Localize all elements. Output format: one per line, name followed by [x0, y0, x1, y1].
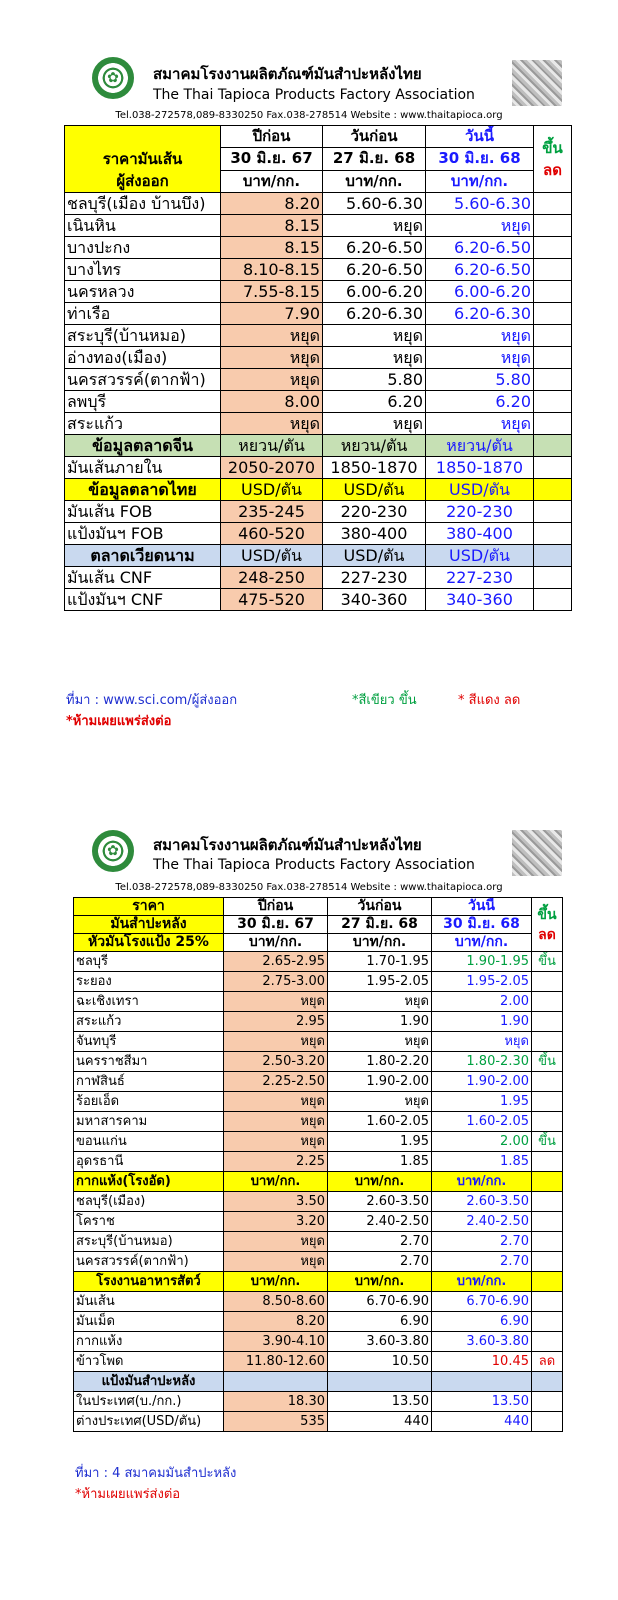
table-row: นครสวรรค์(ตากฟ้า) หยุด 5.80 5.80 — [65, 369, 572, 391]
header-unit: บาท/กก. — [221, 170, 323, 192]
org-name-en: The Thai Tapioca Products Factory Association — [153, 87, 475, 103]
header-change: ขึ้น ลด — [532, 898, 563, 952]
no-share-warning: *ห้ามเผยแพร่ส่งต่อ — [66, 714, 172, 729]
table-row: มันเม็ด 8.20 6.90 6.90 — [74, 1312, 563, 1332]
table-row: กากแห้ง 3.90-4.10 3.60-3.80 3.60-3.80 — [74, 1332, 563, 1352]
header-prev-day: วันก่อน — [323, 126, 426, 148]
table-row: สระแก้ว หยุด หยุด หยุด — [65, 413, 572, 435]
header-prev-year: ปีก่อน — [224, 898, 328, 916]
header-change: ขึ้น ลด — [534, 126, 572, 193]
table-row: จันทบุรี หยุด หยุด หยุด — [74, 1032, 563, 1052]
table-row: นครสวรรค์(ตากฟ้า) หยุด 2.70 2.70 — [74, 1252, 563, 1272]
fresh-root-price-table: ราคา ปีก่อน วันก่อน วันนี้ ขึ้น ลด มันสำปะหลัง 30 มิ.ย. 67 27 มิ.ย. 68 30 มิ.ย. 68 หัวมันโรงแป้ง 25% บาท/กก. บาท/กก. บาท/กก. ชลบุรี 2.65-2.95 1.70-1.95 1.90-1.95 ขึ้น ระยอง 2.75-3.00 1.95-2.05 1.95-2.05 ฉะเชิงเทรา หยุด หยุด 2.00 สระแก้ว 2.95 1.90 1.90 จันทบุรี หยุด หยุด หยุด นครราชสีมา 2.50-3.20 1.80-2.20 1.80-2.30 ขึ้น กาฬสินธ์ 2.25-2.50 1.90-2.00 1.90-2.00 ร้อยเอ็ด หยุด หยุด 1.95 มหาสารคาม หยุด 1.60-2.05 1.60-2.05 ขอนแก่น หยุด 1.95 2.00 ขึ้น อุดรธานี 2.25 1.85 1.85 กากแห้ง(โรงอัด) บาท/กก. บาท/กก. บาท/กก. ชลบุรี(เมือง) 3.50 2.60-3.50 2.60-3.50 โคราช 3.20 2.40-2.50 2.40-2.50 สระบุรี(บ้านหมอ) หยุด 2.70 2.70 นครสวรรค์(ตากฟ้า) หยุด 2.70 2.70 โรงงานอาหารสัตว์ บาท/กก. บาท/กก. บาท/กก. มันเส้น 8.50-8.60 6.70-6.90 6.70-6.90 มันเม็ด 8.20 6.90 6.90 กากแห้ง 3.90-4.10 3.60-3.80 3.60-3.80 ข้าวโพด 11.80-12.60 10.50 10.45 ลด แป้งมันสำปะหลัง ในประเทศ(บ./กก.) 18.30 13.50 13.50 ต่างประเทศ(USD/ตัน) 535 440 440 — [73, 897, 563, 1432]
table-row: ในประเทศ(บ./กก.) 18.30 13.50 13.50 — [74, 1392, 563, 1412]
section-vietnam: ตลาดเวียดนาม — [65, 545, 221, 567]
tapioca-chips-photo — [512, 60, 562, 106]
table-row: อ่างทอง(เมือง) หยุด หยุด หยุด — [65, 347, 572, 369]
table-row: ลพบุรี 8.00 6.20 6.20 — [65, 391, 572, 413]
section-feed: โรงงานอาหารสัตว์ — [74, 1272, 224, 1292]
table-row: นครหลวง 7.55-8.15 6.00-6.20 6.00-6.20 — [65, 281, 572, 303]
header-today: วันนี้ — [426, 126, 534, 148]
section-chip: กากแห้ง(โรงอัด) — [74, 1172, 224, 1192]
header-label: ราคามันเส้น ผู้ส่งออก — [65, 126, 221, 193]
org-name-th: สมาคมโรงงานผลิตภัณฑ์มันสำปะหลังไทย — [153, 65, 422, 83]
table-row: ข้าวโพด 11.80-12.60 10.50 10.45 ลด — [74, 1352, 563, 1372]
section-starch: แป้งมันสำปะหลัง — [74, 1372, 224, 1392]
source-note: ที่มา : 4 สมาคมมันสำปะหลัง — [75, 1466, 237, 1481]
table-row: มันเส้น 8.50-8.60 6.70-6.90 6.70-6.90 — [74, 1292, 563, 1312]
header-today-date: 30 มิ.ย. 68 — [426, 148, 534, 170]
header-prev-day-date: 27 มิ.ย. 68 — [323, 148, 426, 170]
header-unit: บาท/กก. — [426, 170, 534, 192]
section-china: ข้อมูลตลาดจีน — [65, 435, 221, 457]
green-legend: *สีเขียว ขึ้น — [352, 693, 417, 708]
table-row: สระบุรี(บ้านหมอ) หยุด หยุด หยุด — [65, 325, 572, 347]
table-row: มันเส้นภายใน 2050-2070 1850-1870 1850-1870 — [65, 457, 572, 479]
header-prev-year: ปีก่อน — [221, 126, 323, 148]
header-prev-day: วันก่อน — [328, 898, 432, 916]
header-today: วันนี้ — [432, 898, 532, 916]
table-row: บางปะกง 8.15 6.20-6.50 6.20-6.50 — [65, 237, 572, 259]
contact-line: Tel.038-272578,089-8330250 Fax.038-278514 Website : www.thaitapioca.org — [115, 882, 503, 893]
table-row: มันเส้น CNF 248-250 227-230 227-230 — [65, 567, 572, 589]
table-row: สระบุรี(บ้านหมอ) หยุด 2.70 2.70 — [74, 1232, 563, 1252]
table-row: มหาสารคาม หยุด 1.60-2.05 1.60-2.05 — [74, 1112, 563, 1132]
table-row: โคราช 3.20 2.40-2.50 2.40-2.50 — [74, 1212, 563, 1232]
table-row: สระแก้ว 2.95 1.90 1.90 — [74, 1012, 563, 1032]
cassava-chip-price-table: ราคามันเส้น ผู้ส่งออก ปีก่อน วันก่อน วันนี้ ขึ้น ลด 30 มิ.ย. 67 27 มิ.ย. 68 30 มิ.ย. 68 บาท/กก. บาท/กก. บาท/กก. ชลบุรี(เมือง บ้านบึง) 8.20 5.60-6.30 5.60-6.30 เนินหิน 8.15 หยุด หยุด บางปะกง 8.15 6.20-6.50 6.20-6.50 บางไทร 8.10-8.15 6.20-6.50 6.20-6.50 นครหลวง 7.55-8.15 6.00-6.20 6.00-6.20 ท่าเรือ 7.90 6.20-6.30 6.20-6.30 สระบุรี(บ้านหมอ) หยุด หยุด หยุด อ่างทอง(เมือง) หยุด หยุด หยุด นครสวรรค์(ตากฟ้า) หยุด 5.80 5.80 ลพบุรี 8.00 6.20 6.20 สระแก้ว หยุด หยุด หยุด ข้อมูลตลาดจีน หยวน/ตัน หยวน/ตัน หยวน/ตัน มันเส้นภายใน 2050-2070 1850-1870 1850-1870 ข้อมูลตลาดไทย USD/ตัน USD/ตัน USD/ตัน มันเส้น FOB 235-245 220-230 220-230 แป้งมันฯ FOB 460-520 380-400 380-400 ตลาดเวียดนาม USD/ตัน USD/ตัน USD/ตัน มันเส้น CNF 248-250 227-230 227-230 แป้งมันฯ CNF 475-520 340-360 340-360 — [64, 125, 572, 611]
header-prev-year-date: 30 มิ.ย. 67 — [221, 148, 323, 170]
table-row: กาฬสินธ์ 2.25-2.50 1.90-2.00 1.90-2.00 — [74, 1072, 563, 1092]
header-label: ราคา — [74, 898, 224, 916]
association-logo: ✿ — [92, 57, 134, 99]
table-row: มันเส้น FOB 235-245 220-230 220-230 — [65, 501, 572, 523]
table-row: เนินหิน 8.15 หยุด หยุด — [65, 215, 572, 237]
no-share-warning: *ห้ามเผยแพร่ส่งต่อ — [75, 1487, 181, 1502]
source-note: ที่มา : www.sci.com/ผู้ส่งออก — [66, 693, 238, 708]
table-row: อุดรธานี 2.25 1.85 1.85 — [74, 1152, 563, 1172]
tapioca-chips-photo — [512, 830, 562, 876]
table-row: ชลบุรี(เมือง บ้านบึง) 8.20 5.60-6.30 5.60-6.30 — [65, 193, 572, 215]
table-row: ขอนแก่น หยุด 1.95 2.00 ขึ้น — [74, 1132, 563, 1152]
table-row: ท่าเรือ 7.90 6.20-6.30 6.20-6.30 — [65, 303, 572, 325]
contact-line: Tel.038-272578,089-8330250 Fax.038-278514 Website : www.thaitapioca.org — [115, 110, 503, 121]
header-unit: บาท/กก. — [323, 170, 426, 192]
table-row: ต่างประเทศ(USD/ตัน) 535 440 440 — [74, 1412, 563, 1432]
table-row: ระยอง 2.75-3.00 1.95-2.05 1.95-2.05 — [74, 972, 563, 992]
org-name-th: สมาคมโรงงานผลิตภัณฑ์มันสำปะหลังไทย — [153, 836, 422, 854]
table-row: ชลบุรี 2.65-2.95 1.70-1.95 1.90-1.95 ขึ้น — [74, 952, 563, 972]
section-thai: ข้อมูลตลาดไทย — [65, 479, 221, 501]
table-row: ชลบุรี(เมือง) 3.50 2.60-3.50 2.60-3.50 — [74, 1192, 563, 1212]
table-row: ร้อยเอ็ด หยุด หยุด 1.95 — [74, 1092, 563, 1112]
table-row: แป้งมันฯ FOB 460-520 380-400 380-400 — [65, 523, 572, 545]
org-name-en: The Thai Tapioca Products Factory Association — [153, 857, 475, 873]
table-row: ฉะเชิงเทรา หยุด หยุด 2.00 — [74, 992, 563, 1012]
table-row: แป้งมันฯ CNF 475-520 340-360 340-360 — [65, 589, 572, 611]
association-logo: ✿ — [92, 830, 134, 872]
table-row: นครราชสีมา 2.50-3.20 1.80-2.20 1.80-2.30 ขึ้น — [74, 1052, 563, 1072]
table-row: บางไทร 8.10-8.15 6.20-6.50 6.20-6.50 — [65, 259, 572, 281]
red-legend: * สีแดง ลด — [458, 693, 521, 708]
